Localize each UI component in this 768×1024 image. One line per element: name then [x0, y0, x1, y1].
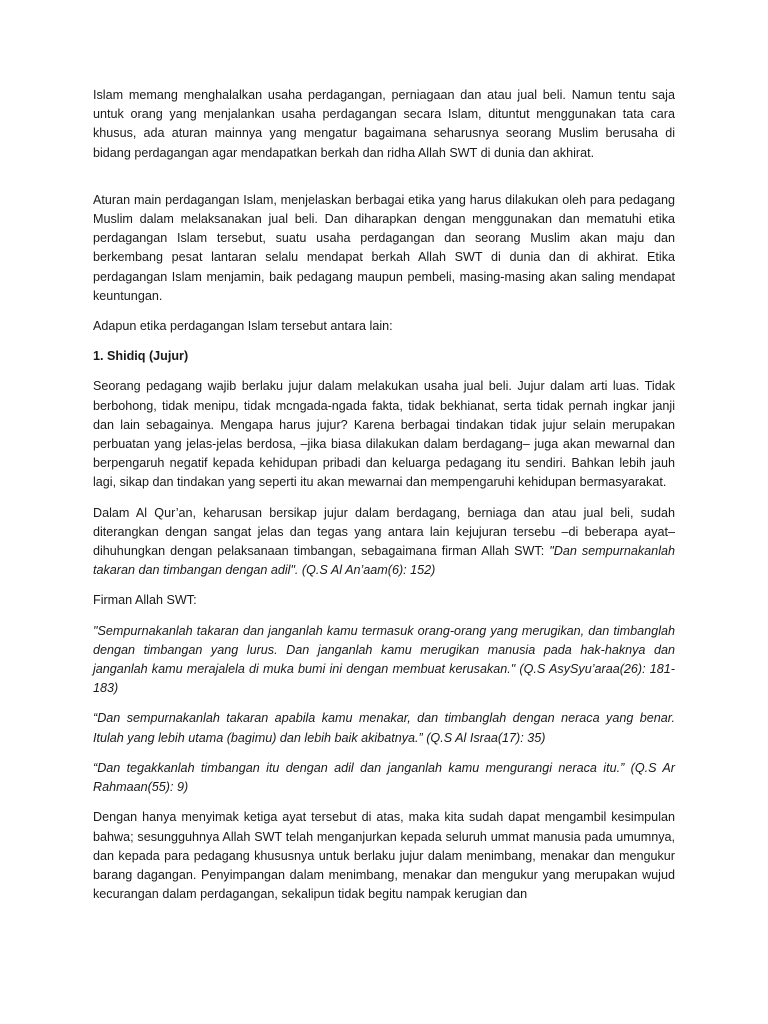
paragraph-rules: Aturan main perdagangan Islam, menjelaskan berbagai etika yang harus dilakukan oleh para pedagang Muslim dalam melaksanakan jual beli. Dan diharapkan dengan menggunakan dan mematuhi etika perdagangan Islam tersebut, suatu usaha perdagangan dan seorang Muslim akan maju dan berkembang pesat lantaran selalu mendapat berkah Allah SWT di dunia dan di akhirat. Etika perdagangan Islam menjamin, baik pedagang maupun pembeli, masing-masing akan saling mendapat keuntungan.: [93, 192, 675, 303]
quote-arrahmaan: “Dan tegakkanlah timbangan itu dengan adil dan janganlah kamu mengurangi neraca itu.” (Q.S Ar Rahmaan(55): 9): [93, 760, 675, 795]
document-body: [93, 86, 675, 915]
paragraph-shidiq: Seorang pedagang wajib berlaku jujur dalam melakukan usaha jual beli. Jujur dalam arti luas. Tidak berbohong, tidak menipu, tidak mcngada-ngada fakta, tidak bekhianat, serta tidak pernah ingkar janji dan lain sebagainya. Mengapa harus jujur? Karena berbagai tindakan tidak jujur selain merupakan perbuatan yang jelas-jelas berdosa, –jika biasa dilakukan dalam berdagang– juga akan mewarnal dan berpengaruh negatif kepada kehidupan pribadi dan keluarga pedagang itu sendiri. Bahkan lebih jauh lagi, sikap dan tindakan yang seperti itu akan mewarnai dan mempengaruhi kehidupan bermasyarakat.: [93, 379, 675, 490]
inline-quote: "Dan sempurnakanlah takaran dan timbangan dengan adil". (Q.S Al An’aam(6): 152): [93, 544, 675, 578]
paragraph-list-intro: Adapun etika perdagangan Islam tersebut antara lain:: [93, 319, 393, 334]
paragraph-quran: [93, 504, 675, 581]
firman-heading: Firman Allah SWT:: [93, 593, 197, 608]
paragraph-quran-text: Dalam Al Qur’an, keharusan bersikap jujur dalam berdagang, berniaga dan atau jual beli, sudah diterangkan dengan sangat jelas dan tegas yang antara lain kejujuran tersebu –di beberapa ayat– dihuhungkan dengan pelaksanaan timbangan, sebagaimana firman Allah SWT:: [93, 505, 675, 559]
quote-asysyuaraa: "Sempurnakanlah takaran dan janganlah kamu termasuk orang-orang yang merugikan, dan timbanglah dengan timbangan yang lurus. Dan janganlah kamu merugikan manusia pada hak-haknya dan janganlah kamu merajalela di muka bumi ini dengan membuat kerusakan." (Q.S AsySyu’araa(26): 181-183): [93, 623, 675, 696]
paragraph-conclusion: Dengan hanya menyimak ketiga ayat tersebut di atas, maka kita sudah dapat mengambil kesimpulan bahwa; sesungguhnya Allah SWT telah menganjurkan kepada seluruh ummat manusia pada umumnya, dan kepada para pedagang khususnya untuk berlaku jujur dalam menimbang, menakar dan mengukur barang dagangan. Penyimpangan dalam menimbang, menakar dan mengukur yang merupakan wujud kecurangan dalam perdagangan, sekalipun tidak begitu nampak kerugian dan: [93, 810, 675, 902]
section-heading-shidiq: 1. Shidiq (Jujur): [93, 349, 189, 364]
paragraph-intro: Islam memang menghalalkan usaha perdagangan, perniagaan dan atau jual beli. Namun tentu saja untuk orang yang menjalankan usaha perdagangan secara Islam, dituntut menggunakan tata cara khusus, ada aturan mainnya yang mengatur bagaimana seharusnya seorang Muslim berusaha di bidang perdagangan agar mendapatkan berkah dan ridha Allah SWT di dunia dan akhirat.: [93, 88, 675, 160]
quote-alisraa: “Dan sempurnakanlah takaran apabila kamu menakar, dan timbanglah dengan neraca yang benar. Itulah yang lebih utama (bagimu) dan lebih baik akibatnya.” (Q.S Al Israa(17): 35): [93, 711, 675, 745]
